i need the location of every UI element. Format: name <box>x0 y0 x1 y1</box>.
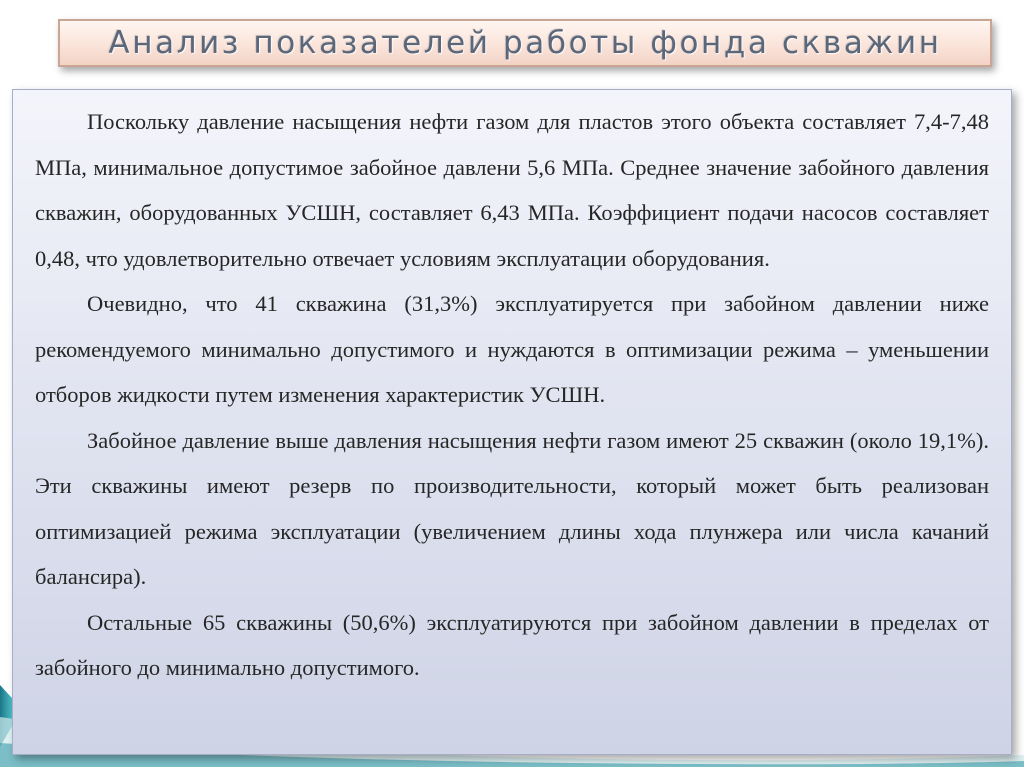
paragraph-4: Остальные 65 скважины (50,6%) эксплуатируются при забойном давлении в пределах от забойного до минимально допустимого. <box>35 609 989 680</box>
content-panel <box>12 89 1012 755</box>
slide-title-banner <box>58 19 992 67</box>
paragraph-3: Забойное давление выше давления насыщения нефти газом имеют 25 скважин (около 19,1%). Эти скважины имеют резерв по производительности, который может быть реализован оптимизацией режима эксплуатации (увеличением длины хода плунжера или числа качаний балансира). <box>35 427 989 589</box>
paragraph-2: Очевидно, что 41 скважина (31,3%) эксплуатируется при забойном давлении ниже рекомендуемого минимально допустимого и нуждаются в оптимизации режима – уменьшении отборов жидкости путем изменения характеристик УСШН. <box>35 291 989 407</box>
slide-title: Анализ показателей работы фонда скважин <box>108 25 942 61</box>
paragraph-1: Поскольку давление насыщения нефти газом для пластов этого объекта составляет 7,4-7,48 МПа, минимальное допустимое забойное давлени 5,6 МПа. Среднее значение забойного давления скважин, оборудованных УСШН, составляет 6,43 МПа. Коэффициент подачи насосов составляет 0,48, что удовлетворительно отвечает условиям эксплуатации оборудования. <box>35 109 989 271</box>
